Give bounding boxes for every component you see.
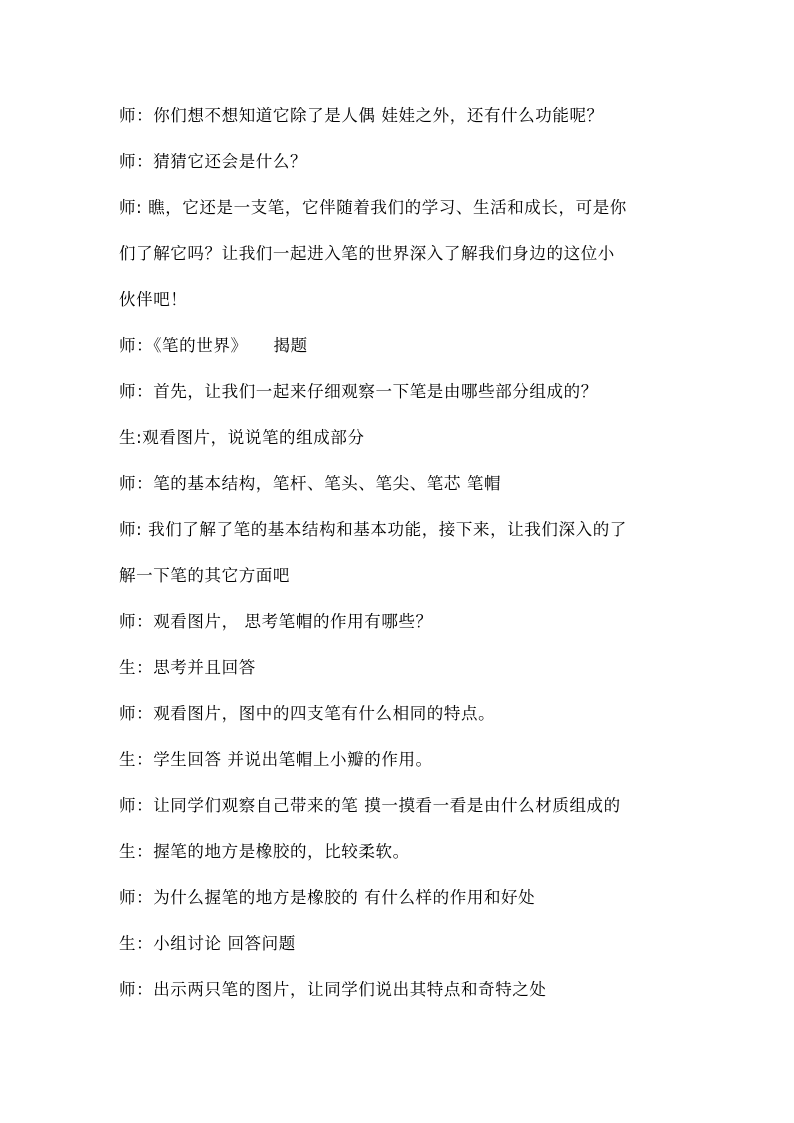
text-line: 师：观看图片，图中的四支笔有什么相同的特点。 — [119, 704, 496, 723]
text-line: 伙伴吧！ — [119, 290, 188, 309]
text-line: 师：首先，让我们一起来仔细观察一下笔是由哪些部分组成的？ — [119, 382, 598, 401]
text-line: 师：笔的基本结构，笔杆、笔头、笔尖、笔芯 笔帽 — [119, 474, 502, 493]
text-line: 师：出示两只笔的图片，让同学们说出其特点和奇特之处 — [119, 980, 547, 999]
text-line: 师: 瞧，它还是一支笔，它伴随着我们的学习、生活和成长，可是你 — [119, 198, 627, 217]
text-line: 师：《笔的世界》 揭题 — [119, 336, 308, 355]
text-line: 师：观看图片， 思考笔帽的作用有哪些？ — [119, 612, 433, 631]
text-line: 生：思考并且回答 — [119, 658, 256, 677]
text-line: 生：握笔的地方是橡胶的，比较柔软。 — [119, 842, 410, 861]
text-line: 师: 我们了解了笔的基本结构和基本功能，接下来，让我们深入的了 — [119, 520, 627, 539]
text-line: 解一下笔的其它方面吧 — [119, 566, 290, 585]
text-line: 们了解它吗？让我们一起进入笔的世界深入了解我们身边的这位小 — [119, 244, 615, 263]
text-line: 师：让同学们观察自己带来的笔 摸一摸看一看是由什么材质组成的 — [119, 796, 621, 815]
text-line: 师：为什么握笔的地方是橡胶的 有什么样的作用和好处 — [119, 888, 536, 907]
text-line: 师：你们想不想知道它除了是人偶 娃娃之外，还有什么功能呢？ — [119, 106, 604, 125]
text-line: 生：学生回答 并说出笔帽上小瓣的作用。 — [119, 750, 433, 769]
text-line: 生：小组讨论 回答问题 — [119, 934, 296, 953]
text-line: 生:观看图片，说说笔的组成部分 — [119, 428, 365, 447]
document-body — [119, 101, 679, 1021]
text-line: 师：猜猜它还会是什么？ — [119, 152, 308, 171]
